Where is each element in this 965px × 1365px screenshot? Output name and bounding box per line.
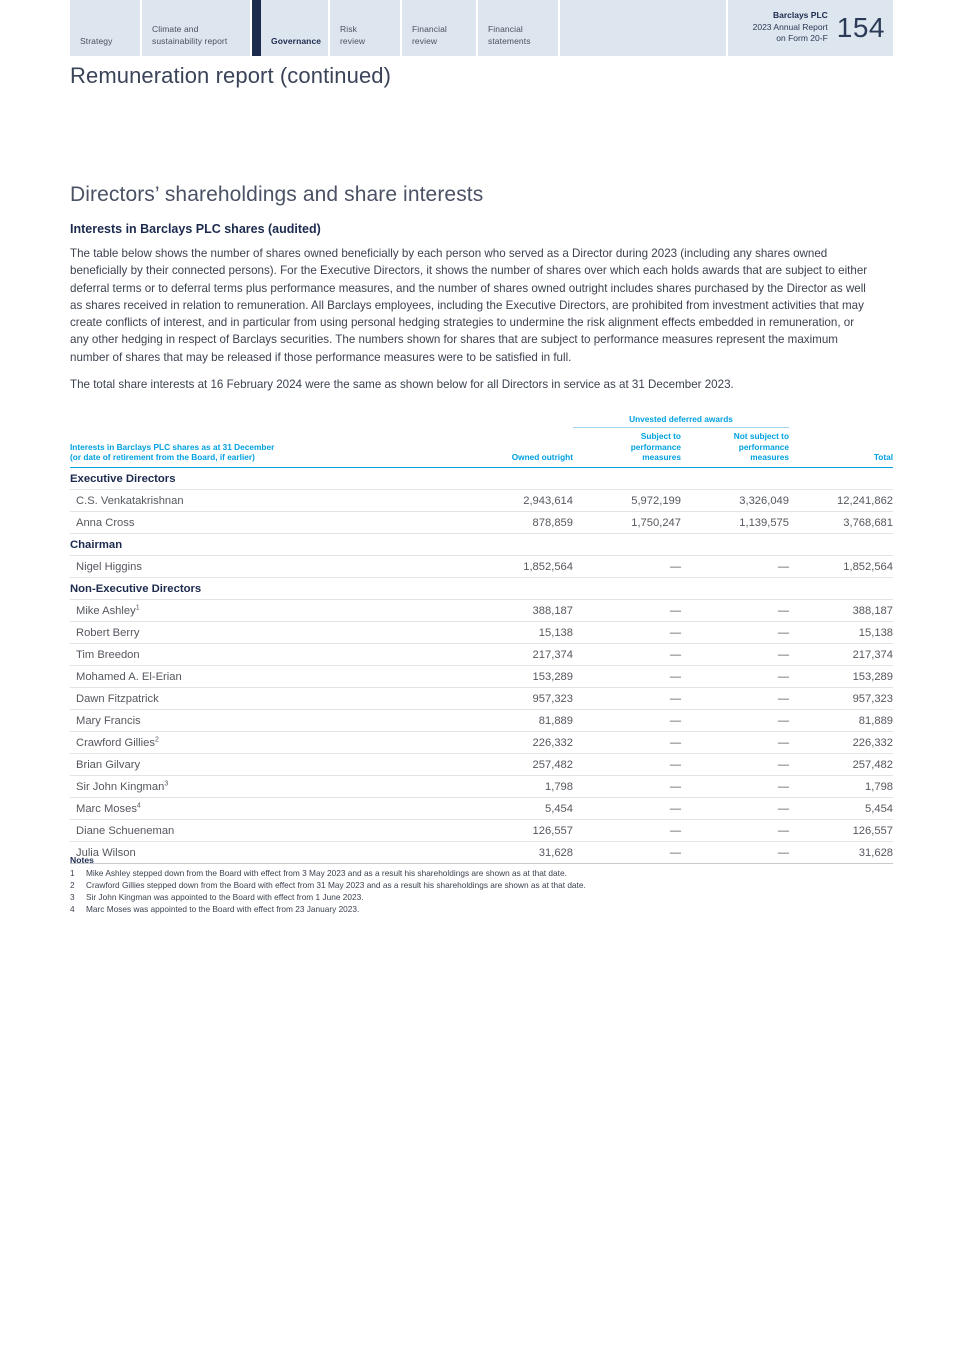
note-number: 3 (70, 892, 75, 903)
note-item (70, 891, 893, 903)
director-name: Mike Ashley$^1$ (70, 599, 448, 621)
report-line-2: on Form 20-F (776, 33, 828, 44)
table-group-header-row (70, 577, 893, 599)
cell-owned-outright: 15,138 (448, 621, 573, 643)
not-subject-line1: Not subject to (733, 431, 790, 441)
cell-total: 5,454 (789, 797, 893, 819)
column-header-name (70, 428, 448, 468)
note-item (70, 879, 893, 891)
sub-section-title: Interests in Barclays PLC shares (audited) (70, 222, 321, 236)
cell-not-subject-to-performance: — (681, 555, 789, 577)
cell-owned-outright: 226,332 (448, 731, 573, 753)
director-name: Julia Wilson (70, 841, 448, 863)
table-row (70, 621, 893, 643)
cell-owned-outright: 1,798 (448, 775, 573, 797)
page-title: Remuneration report (continued) (70, 63, 392, 88)
cell-subject-to-performance: — (573, 841, 681, 863)
director-name: Dawn Fitzpatrick (70, 687, 448, 709)
footnote-marker: 3 (164, 779, 169, 787)
cell-total: 217,374 (789, 643, 893, 665)
director-name: Diane Schueneman (70, 819, 448, 841)
cell-subject-to-performance: — (573, 643, 681, 665)
nav-tab-financial-review[interactable] (402, 0, 478, 56)
table-body (70, 467, 893, 863)
shareholdings-table (70, 414, 893, 864)
nav-tab-risk-review[interactable] (330, 0, 402, 56)
cell-total: 257,482 (789, 753, 893, 775)
span-header-unvested-deferred-awards: Unvested deferred awards (573, 414, 789, 428)
span-spacer-owned (448, 414, 573, 428)
table-row (70, 511, 893, 533)
table-head (70, 414, 893, 467)
cell-subject-to-performance: 1,750,247 (573, 511, 681, 533)
note-text: Sir John Kingman was appointed to the Board with effect from 1 June 2023. (86, 892, 364, 903)
notes-list (70, 867, 893, 915)
director-name: Sir John Kingman$^3$ (70, 775, 448, 797)
table-row (70, 489, 893, 511)
cell-not-subject-to-performance: — (681, 709, 789, 731)
cell-subject-to-performance: 5,972,199 (573, 489, 681, 511)
table-group-header-row (70, 533, 893, 555)
director-name: C.S. Venkatakrishnan (70, 489, 448, 511)
cell-total: 1,852,564 (789, 555, 893, 577)
cell-owned-outright: 5,454 (448, 797, 573, 819)
note-text: Marc Moses was appointed to the Board with effect from 23 January 2023. (86, 904, 360, 915)
table-column-header-row (70, 428, 893, 468)
cell-subject-to-performance: — (573, 753, 681, 775)
director-name: Nigel Higgins (70, 555, 448, 577)
table-group-header-row (70, 467, 893, 489)
section-title: Directors’ shareholdings and share interests (70, 183, 484, 206)
cell-owned-outright: 1,852,564 (448, 555, 573, 577)
director-name: Crawford Gillies$^2$ (70, 731, 448, 753)
nav-tab-climate-and-sustainability-report[interactable] (142, 0, 252, 56)
cell-total: 31,628 (789, 841, 893, 863)
footnote-marker: 1 (135, 603, 140, 611)
note-item (70, 903, 893, 915)
cell-not-subject-to-performance: — (681, 599, 789, 621)
nav-tab-financial-statements[interactable] (478, 0, 560, 56)
subject-line1: Subject to (640, 431, 681, 441)
column-header-owned-outright: Owned outright (448, 428, 573, 468)
nav-tab-strategy[interactable] (70, 0, 142, 56)
director-name: Anna Cross (70, 511, 448, 533)
cell-total: 226,332 (789, 731, 893, 753)
footnote-marker: 4 (136, 801, 141, 809)
cell-owned-outright: 2,943,614 (448, 489, 573, 511)
shareholdings-table-wrap (70, 414, 893, 864)
note-number: 4 (70, 904, 75, 915)
table-row (70, 687, 893, 709)
cell-total: 153,289 (789, 665, 893, 687)
cell-total: 957,323 (789, 687, 893, 709)
note-number: 1 (70, 868, 75, 878)
cell-not-subject-to-performance: 3,326,049 (681, 489, 789, 511)
subject-line2: performance (630, 441, 681, 452)
paragraph-2: The total share interests at 16 February 2024 were the same as shown below for all Directors in service as at 31 December 2023. (70, 378, 734, 392)
span-spacer-total (789, 414, 893, 428)
notes-title: Notes (70, 855, 94, 865)
nav-tab-label: Climate and sustainability report (152, 24, 228, 46)
nav-spacer (560, 0, 728, 56)
cell-owned-outright: 388,187 (448, 599, 573, 621)
cell-owned-outright: 153,289 (448, 665, 573, 687)
nav-tab-label: Financial review (412, 24, 447, 46)
note-item (70, 867, 893, 879)
cell-subject-to-performance: — (573, 687, 681, 709)
not-subject-line2: performance (738, 441, 790, 452)
span-spacer-name (70, 414, 448, 428)
note-number: 2 (70, 880, 75, 891)
cell-not-subject-to-performance: — (681, 731, 789, 753)
nav-tab-label: Risk review (340, 24, 366, 46)
cell-total: 15,138 (789, 621, 893, 643)
cell-not-subject-to-performance: — (681, 819, 789, 841)
nav-tab-label: Financial statements (488, 24, 531, 46)
cell-subject-to-performance: — (573, 731, 681, 753)
nav-tab-label: Strategy (80, 35, 113, 46)
table-span-header-row (70, 414, 893, 428)
cell-owned-outright: 31,628 (448, 841, 573, 863)
director-name: Tim Breedon (70, 643, 448, 665)
brand-name: Barclays PLC (772, 10, 828, 21)
cell-not-subject-to-performance: — (681, 775, 789, 797)
cell-subject-to-performance: — (573, 599, 681, 621)
nav-tab-governance[interactable] (252, 0, 330, 56)
cell-subject-to-performance: — (573, 709, 681, 731)
cell-not-subject-to-performance: — (681, 665, 789, 687)
cell-subject-to-performance: — (573, 665, 681, 687)
director-name: Marc Moses$^4$ (70, 797, 448, 819)
column-header-total: Total (789, 428, 893, 468)
cell-owned-outright: 217,374 (448, 643, 573, 665)
cell-total: 126,557 (789, 819, 893, 841)
cell-owned-outright: 257,482 (448, 753, 573, 775)
table-row (70, 797, 893, 819)
table-row (70, 731, 893, 753)
cell-total: 1,798 (789, 775, 893, 797)
cell-subject-to-performance: — (573, 819, 681, 841)
cell-subject-to-performance: — (573, 621, 681, 643)
director-name: Robert Berry (70, 621, 448, 643)
column-header-name-line2: (or date of retirement from the Board, if earlier) (70, 452, 255, 462)
column-header-subject-to-performance-measures (573, 428, 681, 468)
paragraph-1: The table below shows the number of shares owned beneficially by each person who served as a Director during 2023 (including any shares owned beneficially by their connected persons). For the Executive Directors, it shows the number of shares over which each holds awards that are subject to either deferral terms or to deferral terms plus performance measures, and the number of shares owned outright includes shares purchased by the Director as well as shares received in relation to remuneration. All Barclays employees, including the Executive Directors, are prohibited from investment activities that may create conflicts of interest, and in particular from using personal hedging strategies to undermine the risk alignment effects embedded in remuneration, or any other hedging in respect of Barclays securities. The numbers shown for shares that are subject to performance measures represent the maximum number of shares that may be released if those performance measures were to be satisfied in full. (70, 247, 868, 364)
cell-not-subject-to-performance: — (681, 841, 789, 863)
cell-total: 81,889 (789, 709, 893, 731)
cell-total: 388,187 (789, 599, 893, 621)
cell-not-subject-to-performance: — (681, 643, 789, 665)
table-row (70, 665, 893, 687)
not-subject-line3: measures (750, 452, 790, 462)
table-row (70, 555, 893, 577)
note-text: Mike Ashley stepped down from the Board with effect from 3 May 2023 and as a result his shareholdings are shown as at that date. (86, 868, 567, 878)
report-identifier-text (753, 10, 828, 46)
footnote-marker: 2 (154, 735, 159, 743)
table-row (70, 709, 893, 731)
cell-not-subject-to-performance: — (681, 753, 789, 775)
cell-owned-outright: 878,859 (448, 511, 573, 533)
column-header-name-line1: Interests in Barclays PLC shares as at 31 December (70, 441, 275, 452)
nav-tab-label: Governance (271, 35, 322, 46)
table-row (70, 643, 893, 665)
table-row (70, 775, 893, 797)
note-text: Crawford Gillies stepped down from the Board with effect from 31 May 2023 and as a result his shareholdings are shown as at that date. (86, 880, 586, 891)
cell-not-subject-to-performance: 1,139,575 (681, 511, 789, 533)
cell-subject-to-performance: — (573, 797, 681, 819)
cell-owned-outright: 126,557 (448, 819, 573, 841)
cell-not-subject-to-performance: — (681, 797, 789, 819)
body-text (70, 245, 872, 403)
table-group-label: Non-Executive Directors (70, 577, 893, 599)
cell-not-subject-to-performance: — (681, 621, 789, 643)
table-row (70, 819, 893, 841)
cell-owned-outright: 81,889 (448, 709, 573, 731)
cell-subject-to-performance: — (573, 775, 681, 797)
director-name: Mohamed A. El-Erian (70, 665, 448, 687)
report-line-1: 2023 Annual Report (752, 21, 828, 32)
report-identifier-block (728, 0, 893, 56)
table-row (70, 599, 893, 621)
table-row (70, 753, 893, 775)
page-number: 154 (836, 12, 885, 43)
cell-subject-to-performance: — (573, 555, 681, 577)
cell-total: 12,241,862 (789, 489, 893, 511)
cell-not-subject-to-performance: — (681, 687, 789, 709)
subject-line3: measures (642, 452, 681, 462)
table-group-label: Executive Directors (70, 467, 893, 489)
cell-total: 3,768,681 (789, 511, 893, 533)
table-group-label: Chairman (70, 533, 893, 555)
column-header-not-subject-to-performance-measures (681, 428, 789, 468)
director-name: Mary Francis (70, 709, 448, 731)
cell-owned-outright: 957,323 (448, 687, 573, 709)
notes-section (70, 855, 893, 915)
header-nav-bar (70, 0, 893, 56)
director-name: Brian Gilvary (70, 753, 448, 775)
